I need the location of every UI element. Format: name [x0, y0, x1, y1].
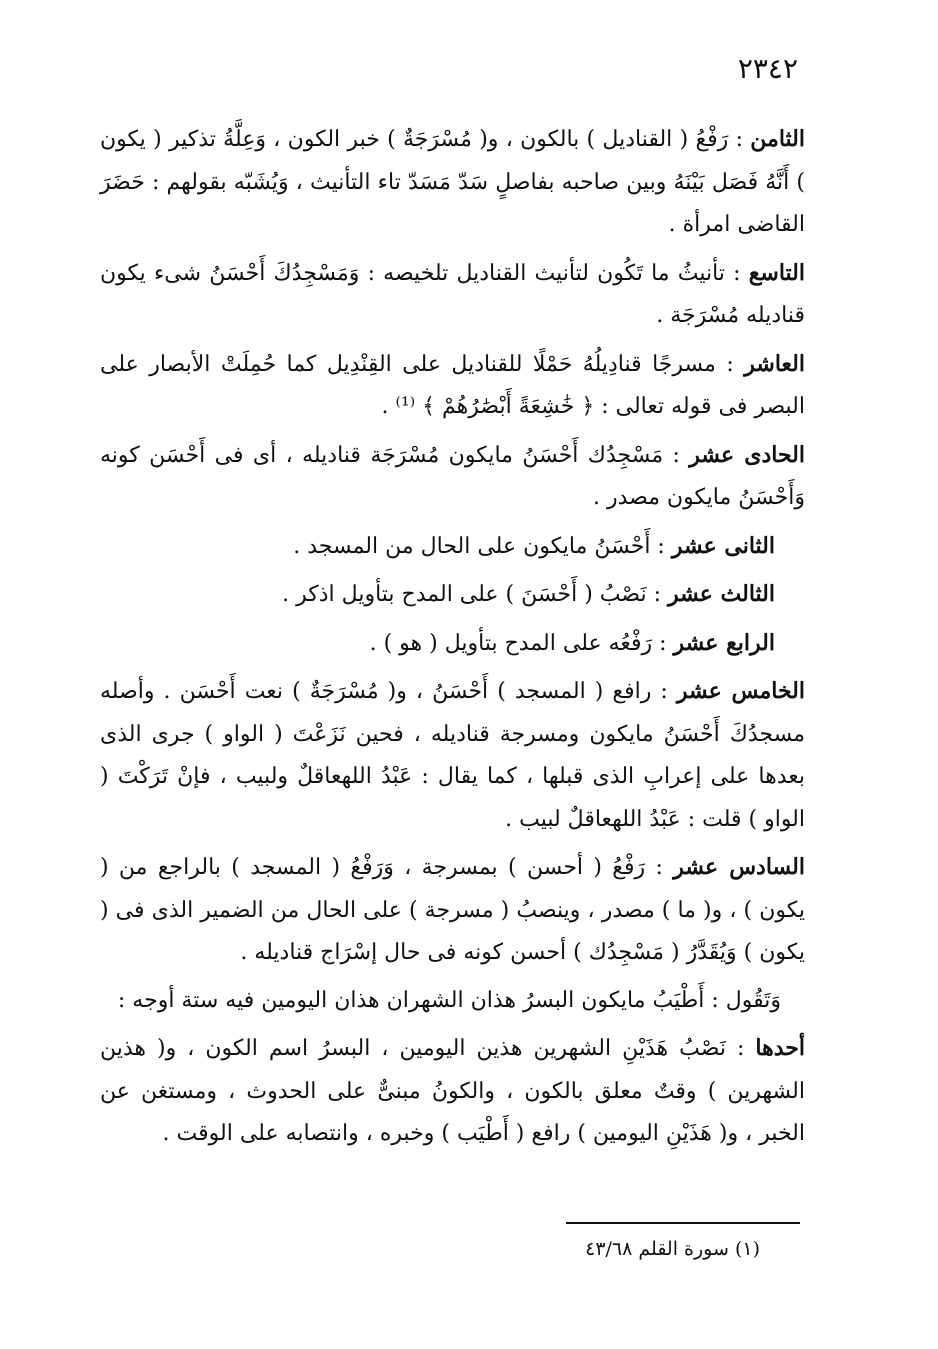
paragraph-label: العاشر	[744, 350, 805, 377]
paragraph	[100, 1027, 805, 1156]
paragraph	[100, 622, 805, 666]
paragraph-text: : رافع ( المسجد ) أَحْسَنُ ، و( مُسْرَجَةٌ ) نعت أَحْسَن . وأصله مسجدُكَ أَحْسَنُ مايكون ومسرجة قناديله ، فحين نَزَعْتَ ( الواو ) جرى الذى بعدها على إعرابِ الذى قبلها ، كما يقال : عَبْدُ اللهعاقلٌ ولبيب ، فإنْ تَرَكْتَ ( الواو ) قلت : عَبْدُ اللهعاقلٌ لبيب .	[100, 679, 805, 832]
paragraph	[100, 846, 805, 975]
footnote: (١) سورة القلم ٤٣/٦٨	[585, 1238, 760, 1260]
paragraph	[100, 573, 805, 617]
paragraph-text: : تأنيثُ ما تَكُون لتأنيث القناديل تلخيصه : وَمَسْجِدُكَ أَحْسَنُ شىء يكون قناديله مُسْرَجَة .	[100, 260, 805, 328]
paragraph-text: : مسرجًا قنادِيلُهُ حَمْلًا للقناديل على القِنْدِيل كما حُمِلَتْ الأبصار على البصر فى قوله تعالى : ﴿ خَٰشِعَةً أَبْصَٰرُهُمْ ﴾ ⁽¹⁾ .	[100, 351, 805, 419]
paragraph-text: : نَصْبُ ( أَحْسَنَ ) على المدح بتأويل اذكر .	[282, 582, 668, 607]
paragraph-text: : رَفْعُه على المدح بتأويل ( هو ) .	[369, 630, 674, 656]
paragraph	[100, 525, 805, 569]
paragraph-label: الحادى عشر	[689, 441, 805, 468]
paragraph-label: الخامس عشر	[676, 678, 805, 704]
paragraph-label: التاسع	[748, 259, 805, 286]
paragraph-label: أحدها	[755, 1035, 805, 1061]
paragraph-label: الرابع عشر	[673, 629, 775, 656]
paragraph	[100, 670, 805, 841]
paragraph	[100, 252, 805, 338]
paragraph-label: الثالث عشر	[667, 581, 775, 607]
paragraph	[100, 118, 805, 247]
paragraph-label: الثامن	[750, 126, 805, 152]
footnote-divider	[566, 1222, 800, 1224]
paragraph-text: : رَفْعُ ( القناديل ) بالكون ، و( مُسْرَجَةٌ ) خبر الكون ، وَعِلَّةُ تذكير ( يكون ) أَنَّهُ فَصَل بَيْنَهُ وبين صاحبه بفاصلٍ سَدّ مَسَدّ تاء التأنيث ، وَيُشَبّه بقولهم : حَضَرَ القاضى امرأة .	[100, 127, 805, 237]
paragraph-label: الثانى عشر	[671, 532, 775, 559]
paragraph-text: : نَصْبُ هَذَيْنِ الشهرين هذين اليومين ، البسرُ اسم الكون ، و( هذين الشهرين ) وقتٌ معلق بالكون ، والكونُ مبنىٌّ على الحدوث ، ومستغن عن الخبر ، و( هَذَيْنِ اليومين ) رافع ( أَطْيَب ) وخبره ، وانتصابه على الوقت .	[100, 1036, 805, 1146]
paragraph-text: : مَسْجِدُك أَحْسَنُ مايكون مُسْرَجَة قناديله ، أى فى أَحْسَن كونه وَأَحْسَنُ مايكون مصدر .	[100, 442, 805, 510]
paragraph	[100, 434, 805, 520]
paragraph-text: وَتَقُول : أَطْيَبُ مايكون البسرُ هذان الشهران هذان اليومين فيه ستة أوجه :	[117, 987, 781, 1013]
paragraph	[100, 343, 805, 429]
paragraph-label: السادس عشر	[673, 854, 805, 880]
paragraph	[100, 980, 805, 1023]
paragraph-text: : رَفْعُ ( أحسن ) بمسرجة ، وَرَفْعُ ( المسجد ) بالراجع من ( يكون ) ، و( ما ) مصدر ، وينصبُ ( مسرجة ) على الحال من الضمير الذى فى ( يكون ) وَيُقَدَّرُ ( مَسْجِدُك ) أحسن كونه فى حال إسْرَاج قناديله .	[100, 855, 805, 965]
page-number: ٢٣٤٢	[737, 52, 798, 85]
main-text	[100, 118, 805, 1161]
paragraph-text: : أَحْسَنُ مايكون على الحال من المسجد .	[293, 533, 672, 559]
